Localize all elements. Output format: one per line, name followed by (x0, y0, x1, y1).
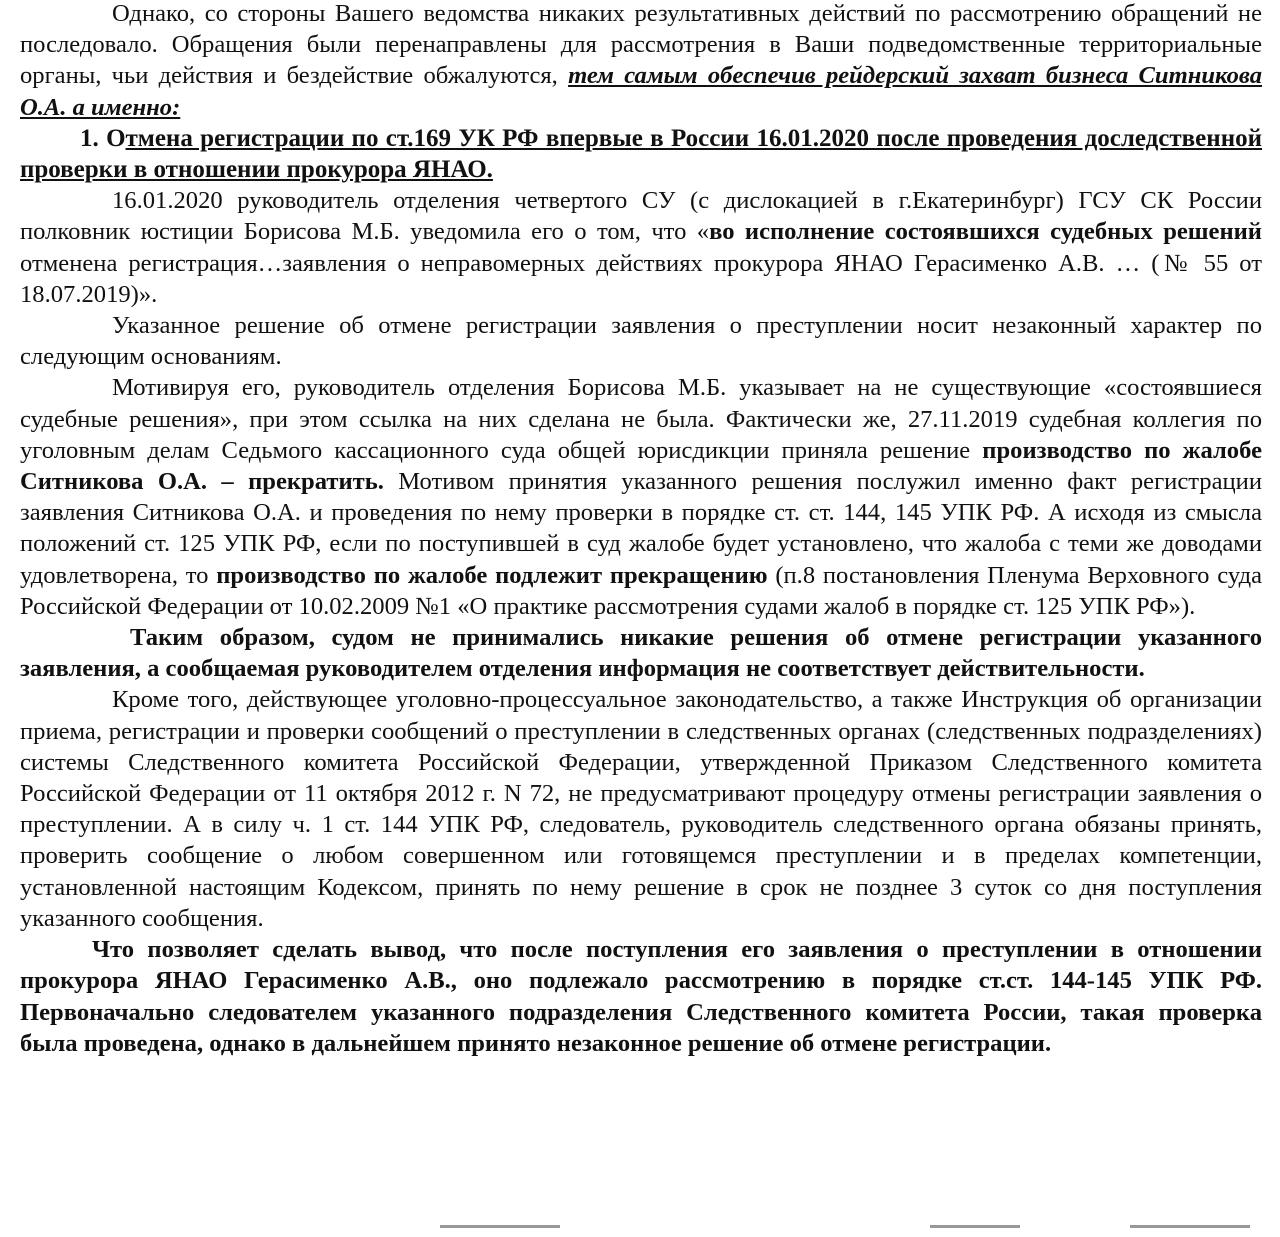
section-heading-1 (20, 123, 1262, 185)
paragraph-motivation (20, 372, 1262, 622)
paragraph-notification (20, 185, 1262, 310)
section-heading-prefix: 1. О (80, 124, 126, 152)
paragraph-intro-emphasis: тем самым обеспечив рейдерский захват бизнеса Ситникова О.А. а именно: (20, 62, 1262, 121)
paragraph-final-conclusion (20, 934, 1262, 1059)
section-heading-title: тмена регистрации по ст.169 УК РФ впервые в России 16.01.2020 после проведения доследственной проверки в отношении прокурора ЯНАО. (20, 124, 1262, 184)
paragraph-notification-text-a: 16.01.2020 руководитель отделения четвертого СУ (с дислокацией в г.Екатеринбург) ГСУ СК России полковник юстиции Борисова М.Б. уведомила его о том, что « (20, 187, 1262, 246)
paragraph-conclusion-court (20, 622, 1262, 684)
paragraph-legislation (20, 684, 1262, 934)
paragraph-motivation-text-c: (п.8 постановления Пленума Верховного суда Российской Федерации от 10.02.2009 №1 «О практике рассмотрения судами жалоб в порядке ст. 125 УПК РФ»). (20, 561, 1262, 620)
cropped-text-fragment (930, 1225, 1020, 1228)
paragraph-illegal-decision-text: Указанное решение об отмене регистрации заявления о преступлении носит незаконный характер по следующим основаниям. (20, 312, 1262, 371)
document-page (20, 0, 1262, 1059)
paragraph-motivation-text-a: Мотивируя его, руководитель отделения Борисова М.Б. указывает на не существующие «состоявшиеся судебные решения», при этом ссылка на них сделана не была. Фактически же, 27.11.2019 судебная коллегия по уголовным делам Седьмого кассационного суда общей юрисдикции приняла решение (20, 374, 1262, 464)
paragraph-legislation-text: Кроме того, действующее уголовно-процессуальное законодательство, а также Инструкция об организации приема, регистрации и проверки сообщений о преступлении в следственных органах (следственных подразделениях) системы Следственного комитета Российской Федерации, утвержденной Приказом Следственного комитета Российской Федерации от 11 октября 2012 г. N 72, не предусматривают процедуру отмены регистрации заявления о преступлении. А в силу ч. 1 ст. 144 УПК РФ, следователь, руководитель следственного органа обязаны принять, проверить сообщение о любом совершенном или готовящемся преступлении и в пределах компетенции, установленной настоящим Кодексом, принять по нему решение в срок не позднее 3 суток со дня поступления указанного сообщения. (20, 686, 1262, 932)
paragraph-illegal-decision (20, 310, 1262, 372)
paragraph-motivation-bold-b: производство по жалобе подлежит прекращению (216, 561, 768, 589)
paragraph-notification-bold: во исполнение состоявшихся судебных решений (709, 218, 1262, 246)
paragraph-intro (20, 0, 1262, 123)
paragraph-motivation-text-b: Мотивом принятия указанного решения послужил именно факт регистрации заявления Ситникова О.А. и проведения по нему проверки в порядке ст. ст. 144, 145 УПК РФ. А исходя из смысла положений ст. 125 УПК РФ, если по поступившей в суд жалобе будет установлено, что жалоба с теми же доводами удовлетворена, то (20, 468, 1262, 589)
cropped-text-fragment (440, 1225, 560, 1228)
paragraph-motivation-bold-a: производство по жалобе Ситникова О.А. – прекратить. (20, 436, 1262, 496)
paragraph-conclusion-court-text: Таким образом, судом не принимались никакие решения об отмене регистрации указанного заявления, а сообщаемая руководителем отделения информация не соответствует действительности. (20, 624, 1262, 683)
paragraph-notification-text-b: отменена регистрация…заявления о неправомерных действиях прокурора ЯНАО Герасименко А.В. … (№ 55 от 18.07.2019)». (20, 249, 1262, 308)
paragraph-final-conclusion-text: Что позволяет сделать вывод, что после поступления его заявления о преступлении в отношении прокурора ЯНАО Герасименко А.В., оно подлежало рассмотрению в порядке ст.ст. 144-145 УПК РФ. Первоначально следователем указанного подразделения Следственного комитета России, такая проверка была проведена, однако в дальнейшем принято незаконное решение об отмене регистрации. (20, 936, 1262, 1057)
cropped-text-fragment (1130, 1225, 1250, 1228)
cropped-next-line (0, 1223, 1280, 1237)
paragraph-intro-text: Однако, со стороны Вашего ведомства никаких результативных действий по рассмотрению обращений не последовало. Обращения были перенаправлены для рассмотрения в Ваши подведомственные территориальные органы, чьи действия и бездействие обжалуются, (20, 0, 1262, 90)
